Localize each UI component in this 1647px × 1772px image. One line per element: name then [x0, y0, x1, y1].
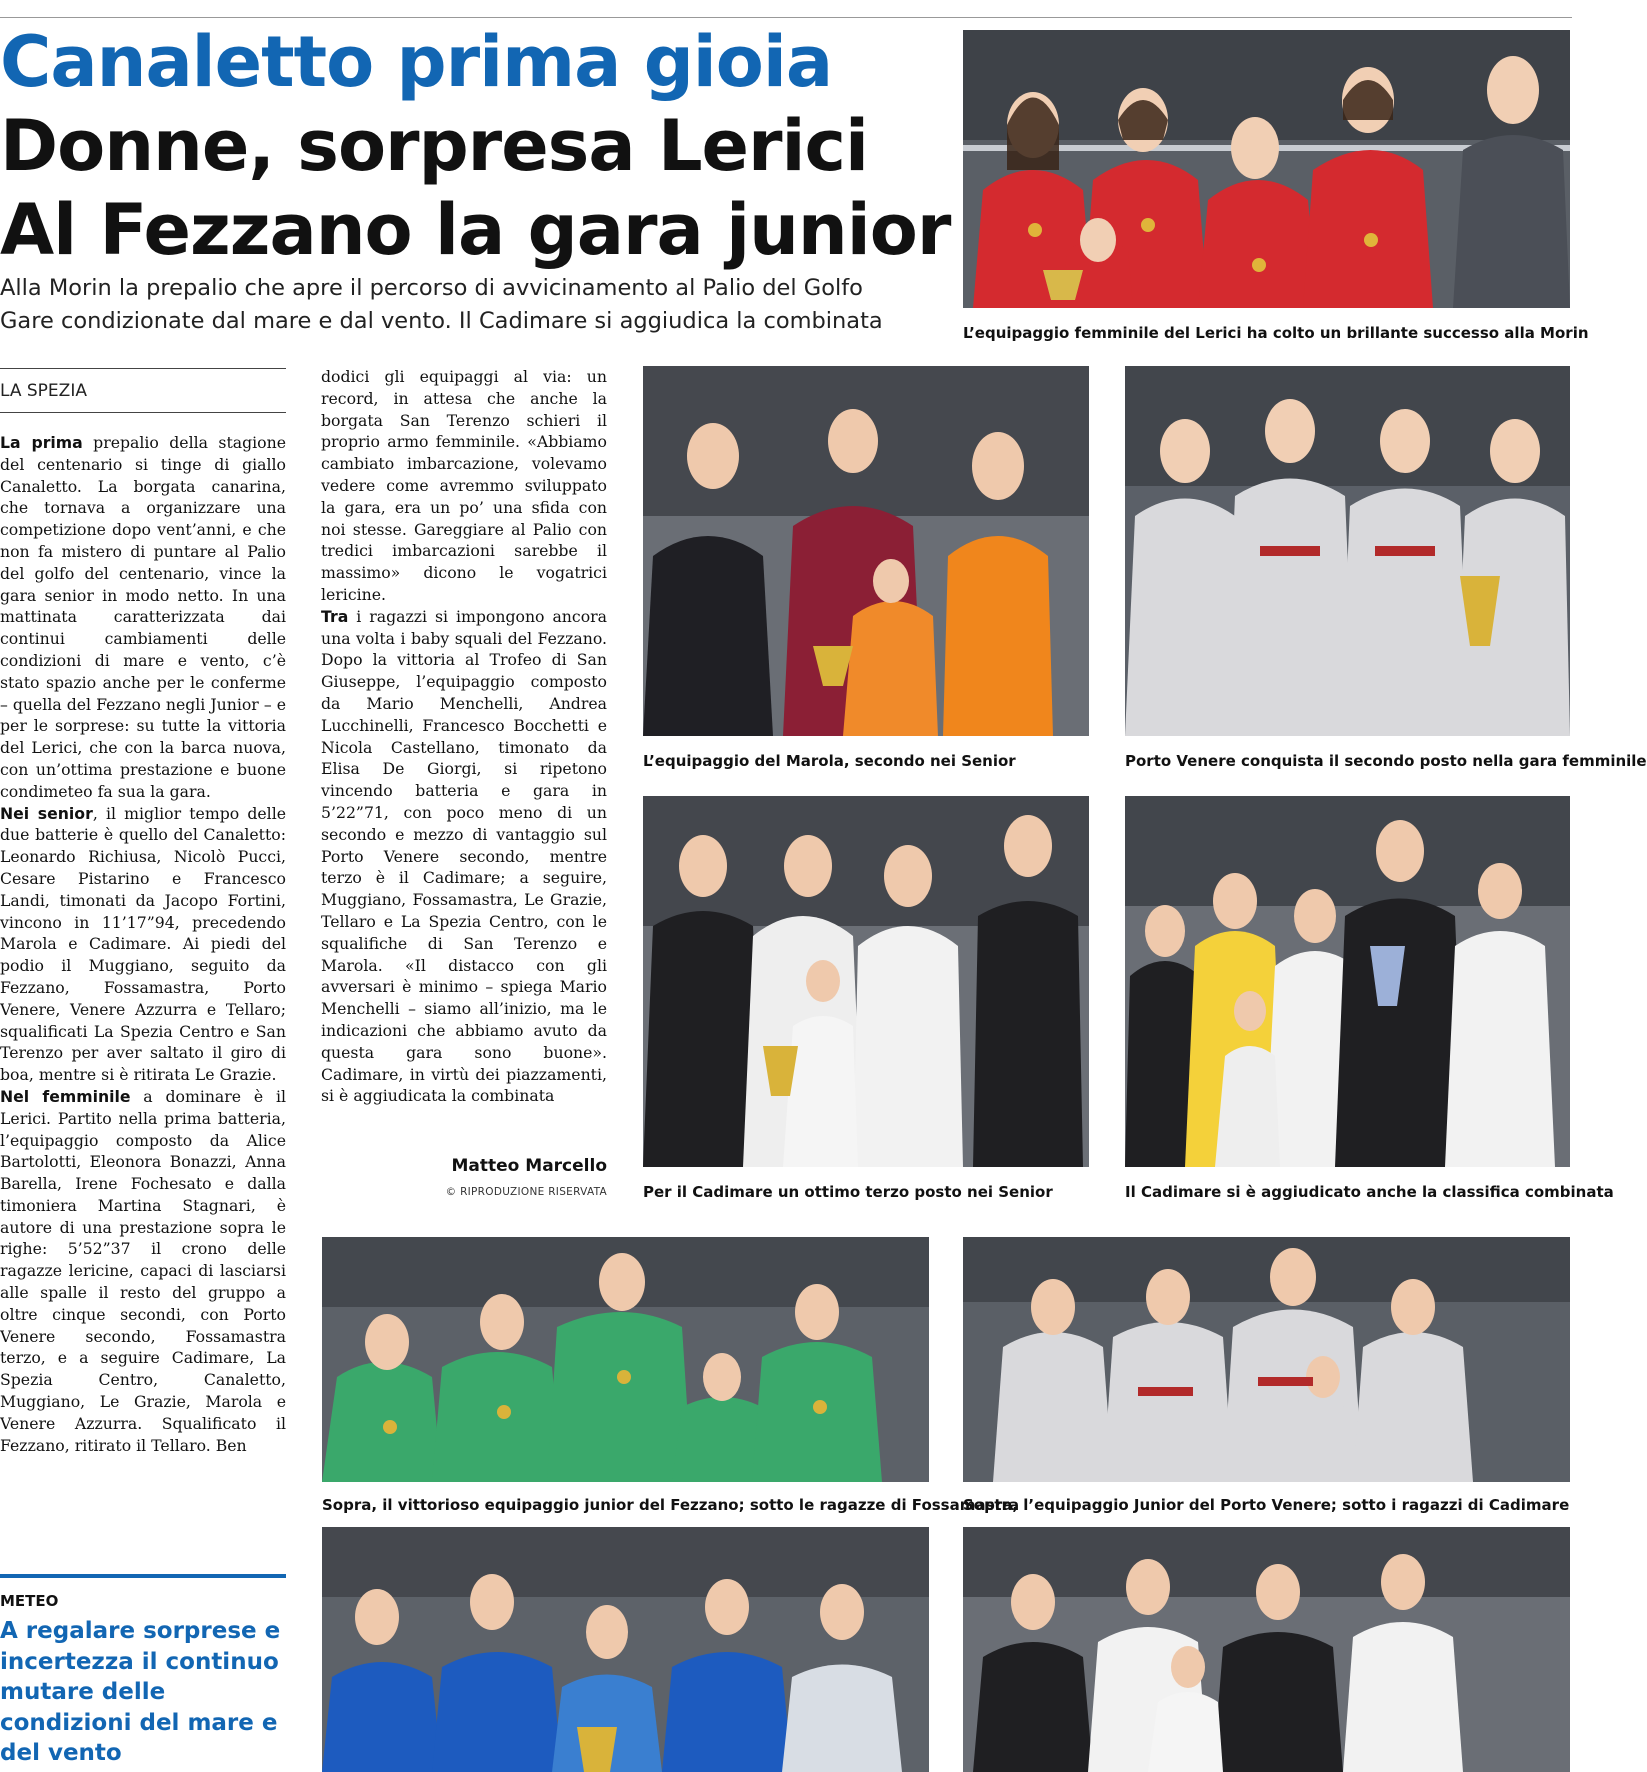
photo-cadimare-junior [963, 1527, 1570, 1772]
paragraph-lead: Nel femminile [0, 1086, 131, 1106]
paragraph [0, 432, 286, 803]
caption-portovenere-junior: Sopra, l’equipaggio Junior del Porto Venere; sotto i ragazzi di Cadimare [963, 1496, 1570, 1514]
photo-fezzano [322, 1237, 929, 1482]
photo-cadimare-senior [643, 796, 1089, 1167]
subheadline-line-1: Alla Morin la prepalio che apre il percorso di avvicinamento al Palio del Golfo [0, 275, 863, 301]
article-kicker: Canaletto prima gioia [0, 21, 833, 103]
paragraph-lead: La prima [0, 433, 83, 452]
meteo-rule [0, 1574, 286, 1578]
cadimare-junior-picture [963, 1527, 1570, 1772]
lerici-team-picture [963, 30, 1570, 308]
headline-line-1: Donne, sorpresa Lerici [0, 105, 869, 187]
paragraph-text: prepalio della stagione del centenario si tinge di giallo Canaletto. La borgata canarina, che tornava a organizzare una competizione dopo vent’anni, e che non fa mistero di puntare al Palio del golfo del centenario, vince la gara senior in modo netto. In una mattinata caratterizzata dai continui cambiamenti delle condizioni di mare e vento, c’è stato spazio anche per le conferme – quella del Fezzano negli Junior – e per le sorprese: su tutte la vittoria del Lerici, che con la barca nuova, con un’ottima prestazione e buone condimeteo fa sua la gara. [0, 433, 286, 801]
article-subheadline [0, 272, 950, 338]
paragraph-text: a dominare è il Lerici. Partito nella prima batteria, l’equipaggio composto da Alice Bartolotti, Eleonora Bonazzi, Anna Barella, Irene Fochesato e dalla timoniera Martina Stagnari, è autore di una prestazione sopra le righe: 5’52”37 il crono delle ragazze lericine, capaci di lasciarsi alle spalle il resto del gruppo a oltre cinque secondi, con Porto Venere secondo, Fossamastra terzo, e a seguire Cadimare, La Spezia Centro, Canaletto, Muggiano, Le Grazie, Marola e Venere Azzurra. Squalificato il Fezzano, ritirato il Tellaro. Ben [0, 1086, 286, 1455]
paragraph-text: i ragazzi si impongono ancora una volta i baby squali del Fezzano. Dopo la vittoria al Trofeo di San Giuseppe, l’equipaggio composto da Mario Menchelli, Andrea Lucchinelli, Francesco Bocchetti e Nicola Castellano, timonato da Elisa De Giorgi, si ripetono vincendo batteria e gara in 5’22”71, con poco meno di un secondo e mezzo di vantaggio sul Porto Venere secondo, mentre terzo è il Cadimare; a seguire, Muggiano, Fossamastra, Le Grazie, Tellaro e La Spezia Centro, con le squalifiche di San Terenzo e Marola. «Il distacco con gli avversari è minimo – spiega Mario Menchelli – siamo all’inizio, ma le indicazioni che abbiamo avuto da questa gara sono buone». Cadimare, in virtù dei piazzamenti, si è aggiudicata la combinata [321, 606, 607, 1106]
caption-cadimare-combined: Il Cadimare si è aggiudicato anche la classifica combinata [1125, 1183, 1614, 1201]
caption-portovenere-women: Porto Venere conquista il secondo posto nella gara femminile [1125, 752, 1647, 770]
photo-portovenere-junior [963, 1237, 1570, 1482]
article-headline [0, 104, 950, 272]
caption-cadimare-senior: Per il Cadimare un ottimo terzo posto nei Senior [643, 1183, 1053, 1201]
caption-marola: L’equipaggio del Marola, secondo nei Senior [643, 752, 1016, 770]
photo-lerici [963, 30, 1570, 308]
meteo-title: A regalare sorprese e incertezza il continuo mutare delle condizioni del mare e del vento [0, 1618, 281, 1766]
marola-team-picture [643, 366, 1089, 736]
article-column-1 [0, 432, 286, 1556]
paragraph-lead: Tra [321, 606, 349, 626]
paragraph-text: dodici gli equipaggi al via: un record, in attesa che anche la borgata San Terenzo schieri il proprio armo femminile. «Abbiamo cambiato imbarcazione, volevamo vedere come avremmo sviluppato la gara, era un po’ una sfida con noi stesse. Gareggiare al Palio con tredici imbarcazioni sarebbe il massimo» dicono le vogatrici lericine. [321, 367, 607, 604]
paragraph-text: , il miglior tempo delle due batterie è quello del Canaletto: Leonardo Richiusa, Nicolò Pucci, Cesare Pistarino e Francesco Landi, timonati da Jacopo Fortini, vincono in 11’17”94, precedendo Marola e Cadimare. Ai piedi del podio il Muggiano, seguito da Fezzano, Fossamastra, Porto Venere, Venere Azzurra e Tellaro; squalificati La Spezia Centro e San Terenzo per aver saltato il giro di boa, mentre si è ritirata Le Grazie. [0, 803, 286, 1085]
article-column-2 [321, 366, 607, 1156]
portovenere-junior-picture [963, 1237, 1570, 1482]
top-rule [0, 17, 1572, 18]
paragraph [321, 606, 607, 1107]
paragraph [0, 1086, 286, 1457]
cadimare-combined-picture [1125, 796, 1570, 1167]
dateline: LA SPEZIA [0, 381, 87, 401]
copyright-notice: © RIPRODUZIONE RISERVATA [445, 1186, 607, 1198]
subheadline-line-2: Gare condizionate dal mare e dal vento. Il Cadimare si aggiudica la combinata [0, 308, 883, 334]
fezzano-team-picture [322, 1237, 929, 1482]
photo-cadimare-combined [1125, 796, 1570, 1167]
caption-lerici: L’equipaggio femminile del Lerici ha colto un brillante successo alla Morin [963, 324, 1589, 342]
photo-marola [643, 366, 1089, 736]
headline-line-2: Al Fezzano la gara junior [0, 189, 951, 271]
paragraph [0, 803, 286, 1086]
cadimare-senior-picture [643, 796, 1089, 1167]
dateline-rule-bottom [0, 412, 286, 413]
dateline-rule-top [0, 368, 286, 369]
paragraph-lead: Nei senior [0, 803, 93, 823]
paragraph [321, 366, 607, 606]
photo-portovenere-women [1125, 366, 1570, 736]
portovenere-women-picture [1125, 366, 1570, 736]
author-byline: Matteo Marcello [451, 1156, 607, 1176]
fossamastra-team-picture [322, 1527, 929, 1772]
meteo-label: METEO [0, 1592, 59, 1610]
photo-fossamastra [322, 1527, 929, 1772]
caption-fezzano: Sopra, il vittorioso equipaggio junior del Fezzano; sotto le ragazze di Fossamastra [322, 1496, 1020, 1514]
